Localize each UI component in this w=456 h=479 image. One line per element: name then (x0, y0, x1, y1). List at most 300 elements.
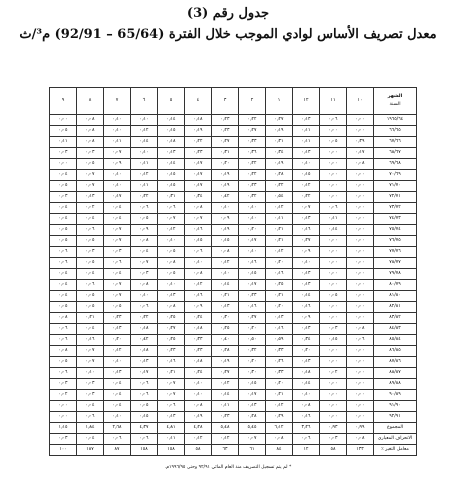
value-cell: ٠٫١٠ (77, 368, 104, 379)
value-cell: ٠٫٣٢ (239, 192, 266, 203)
value-cell: ٠٫٠٤ (77, 401, 104, 412)
value-cell: ٠٫٠٨ (347, 159, 374, 170)
value-cell: ٠٫٢١ (266, 236, 293, 247)
value-cell: ٠٫٣٩ (347, 137, 374, 148)
value-cell: ٠٫١٢ (131, 170, 158, 181)
value-cell: ٠٫٢٥ (158, 335, 185, 346)
value-cell: ٠٫١٣ (104, 324, 131, 335)
value-cell: ٥٫٤٨ (212, 423, 239, 434)
value-cell: ٠٫٠٠ (347, 302, 374, 313)
discharge-table (49, 87, 417, 456)
value-cell: ٠٫١٠ (131, 291, 158, 302)
value-cell: ٠٫٠٠ (347, 379, 374, 390)
value-cell: ٤٫٨١ (158, 423, 185, 434)
value-cell: ٠٫١٦ (293, 225, 320, 236)
value-cell: ٠٫٠٦ (77, 412, 104, 423)
year-cell: ٧٢/٧١ (374, 192, 417, 203)
value-cell: ٠٫١٥ (320, 335, 347, 346)
value-cell: ٠٫٠٠ (347, 214, 374, 225)
month-header: ١ (266, 88, 293, 115)
value-cell: ٠٫١٠ (239, 214, 266, 225)
value-cell: ٠٫٠٧ (77, 357, 104, 368)
value-cell: ٠٫٠٣ (320, 324, 347, 335)
value-cell: ١٫١٥ (50, 423, 77, 434)
value-cell: ٠٫٢٣ (212, 412, 239, 423)
value-cell: ٠٫٢٤ (185, 313, 212, 324)
value-cell: ٠٫١٢ (212, 258, 239, 269)
value-cell: ٠٫٠٩ (293, 313, 320, 324)
table-row (50, 390, 417, 401)
value-cell: ٦١ (239, 445, 266, 456)
value-cell: ٠٫٠٥ (320, 137, 347, 148)
value-cell: ٠٫٠٥ (131, 401, 158, 412)
value-cell: ٠٫٠٨ (293, 401, 320, 412)
value-cell: ٠٫٠٠ (320, 192, 347, 203)
value-cell: ٠٫١٧ (347, 148, 374, 159)
value-cell: ٠٫١٧ (185, 170, 212, 181)
value-cell: ٠٫٠٥ (77, 291, 104, 302)
value-cell: ٠٫٠٤ (77, 214, 104, 225)
month-header: ١١ (320, 88, 347, 115)
value-cell: ٠٫١٢ (185, 434, 212, 445)
value-cell: ٠٫١٦ (185, 225, 212, 236)
value-cell: ٠٫١٠ (104, 181, 131, 192)
value-cell: ٠٫٠٣ (77, 379, 104, 390)
value-cell: ٠٫٣٤ (185, 192, 212, 203)
value-cell: ٠٫١١ (158, 434, 185, 445)
value-cell: ٠٫٠٠ (347, 236, 374, 247)
table-row (50, 170, 417, 181)
value-cell: ٠٫٠٨ (50, 346, 77, 357)
value-cell: ٠٫٠٩ (185, 302, 212, 313)
value-cell: ٠٫٠٨ (266, 434, 293, 445)
value-cell: ٠٫٠٦ (77, 280, 104, 291)
value-cell: ٠٫٠٨ (347, 324, 374, 335)
value-cell: ٠٫٠٠ (347, 269, 374, 280)
value-cell: ٠٫١١ (266, 214, 293, 225)
value-cell: ٠٫٠٧ (131, 258, 158, 269)
value-cell: ٠٫٢٠ (104, 335, 131, 346)
table-row (50, 181, 417, 192)
value-cell: ٠٫٣٠ (239, 368, 266, 379)
value-cell: ٠٫٠٤ (50, 203, 77, 214)
month-header-label: الشهر (387, 93, 403, 99)
value-cell: ٠٫٢٠ (239, 357, 266, 368)
value-cell: ٠٫٣٣ (266, 368, 293, 379)
value-cell: ٠٫٣٠ (212, 313, 239, 324)
value-cell: ٠٫١٢ (293, 181, 320, 192)
table-row (50, 214, 417, 225)
value-cell: ٠٫٢٢ (239, 159, 266, 170)
value-cell: ٠٫٠٥ (50, 302, 77, 313)
table-row (50, 412, 417, 423)
year-cell: ٨٣/٨٢ (374, 313, 417, 324)
value-cell: ٠٫٢٦ (266, 357, 293, 368)
value-cell: ٠٫٠٠ (320, 148, 347, 159)
value-cell: ٣٫٢٦ (293, 423, 320, 434)
value-cell: ٠٫١٦ (77, 335, 104, 346)
value-cell: ٠٫١٤ (158, 115, 185, 126)
table-row (50, 401, 417, 412)
value-cell: ٠٫٠٨ (77, 115, 104, 126)
value-cell: ٠٫٠٠ (320, 379, 347, 390)
value-cell: ٠٫٠٨ (158, 302, 185, 313)
value-cell: ٠٫٢١ (158, 368, 185, 379)
value-cell: ٠٫١٨ (131, 324, 158, 335)
value-cell: ٠٫٠٠ (320, 357, 347, 368)
footnote: * لم يتم تسجيل التصريف منذ العام المائي ٩٢/٩١ وحتى ١٩٩٦/٩٥م. (164, 465, 292, 470)
value-cell: ٠٫٢٠ (266, 379, 293, 390)
month-header: ٨ (77, 88, 104, 115)
value-cell: ٠٫١٣ (158, 148, 185, 159)
year-cell: ٧٥/٧٤ (374, 225, 417, 236)
value-cell: ٠٫٠٣ (50, 192, 77, 203)
value-cell: ٠٫٠٠ (347, 258, 374, 269)
value-cell: ٠٫١٩ (266, 126, 293, 137)
table-row (50, 225, 417, 236)
value-cell: ٠٫٠٢ (77, 203, 104, 214)
value-cell: ٠٫٠٤ (50, 269, 77, 280)
value-cell: ٠٫٩٣ (320, 423, 347, 434)
value-cell: ٠٫٠٦ (158, 203, 185, 214)
year-cell: ٧٤/٧٣ (374, 214, 417, 225)
value-cell: ٠٫٢٢ (185, 137, 212, 148)
value-cell: ٠٫٠٠ (320, 269, 347, 280)
value-cell: ٠٫٠٠ (50, 115, 77, 126)
value-cell: ٠٫١٦ (266, 269, 293, 280)
value-cell: ٠٫٠٨ (77, 126, 104, 137)
value-cell: ٠٫٠٠ (347, 291, 374, 302)
value-cell: ٠٫١٣ (293, 280, 320, 291)
value-cell: ٠٫٠٦ (77, 225, 104, 236)
value-cell: ٠٫١٤ (320, 225, 347, 236)
table-row (50, 203, 417, 214)
value-cell: ٠٫٣٣ (239, 137, 266, 148)
value-cell: ٠٫١٨ (185, 357, 212, 368)
value-cell: ٠٫٠٦ (131, 203, 158, 214)
value-cell: ٠٫٠٨ (212, 247, 239, 258)
year-cell: ٦٧/٦٦ (374, 137, 417, 148)
value-cell: ٠٫٠٥ (50, 126, 77, 137)
value-cell: ٠٫٠٥ (77, 159, 104, 170)
value-cell: ٠٫١٠ (104, 170, 131, 181)
value-cell: ٠٫٠٥ (50, 236, 77, 247)
value-cell: ٠٫٢٧ (239, 313, 266, 324)
year-cell: ٩٠/٨٩ (374, 390, 417, 401)
value-cell: ٠٫٣١ (266, 137, 293, 148)
value-cell: ٠٫٢٣ (212, 126, 239, 137)
year-cell: ٨٦/٨٥ (374, 346, 417, 357)
value-cell: ٠٫٠٤ (50, 280, 77, 291)
value-cell: ٠٫٢٠ (239, 324, 266, 335)
value-cell: ٠٫٠٧ (77, 181, 104, 192)
value-cell: ٠٫٢٥ (266, 280, 293, 291)
value-cell: ٠٫١٥ (158, 126, 185, 137)
value-cell: ٠٫١٣ (212, 302, 239, 313)
year-cell: ١٩٦٥/٦٤ (374, 115, 417, 126)
value-cell: ٠٫٠٩ (104, 159, 131, 170)
value-cell: ٠٫٠٠ (347, 203, 374, 214)
value-cell: ٠٫٠٧ (158, 390, 185, 401)
value-cell: ٠٫١٠ (185, 379, 212, 390)
value-cell: ٠٫١٢ (104, 346, 131, 357)
value-cell: ٠٫٠٢ (320, 368, 347, 379)
table-row (50, 148, 417, 159)
value-cell: ٠٫١٩ (185, 412, 212, 423)
value-cell: ٠٫٠٥ (320, 291, 347, 302)
year-cell: ٧٧/٧٦ (374, 247, 417, 258)
value-cell: ٠٫٠٤ (104, 379, 131, 390)
value-cell: ١٢ (293, 445, 320, 456)
table-row (50, 236, 417, 247)
value-cell: ٠٫١٨ (185, 115, 212, 126)
value-cell: ٠٫١٠ (212, 269, 239, 280)
value-cell: ٠٫٠٠ (320, 258, 347, 269)
value-cell: ٠٫٠٤ (77, 324, 104, 335)
value-cell: ٠٫٢٧ (266, 115, 293, 126)
value-cell: ٠٫١٧ (239, 390, 266, 401)
value-cell: ٠٫٤٠ (212, 335, 239, 346)
value-cell: ٠٫٠٦ (104, 258, 131, 269)
value-cell: ٠٫٣٢ (239, 346, 266, 357)
value-cell: ١٥٨ (158, 445, 185, 456)
table-row (50, 379, 417, 390)
value-cell: ٠٫٢٤ (185, 368, 212, 379)
value-cell: ٠٫١٢ (266, 203, 293, 214)
value-cell: ٠٫١٣ (77, 192, 104, 203)
value-cell: ٠٫٠٧ (104, 148, 131, 159)
month-header: ١٢ (293, 88, 320, 115)
value-cell: ٠٫١٣ (158, 412, 185, 423)
year-cell: ٦٨/٦٧ (374, 148, 417, 159)
value-cell: ٤٫٢٨ (185, 423, 212, 434)
value-cell: ٠٫٠٦ (131, 390, 158, 401)
value-cell: ٠٫٠٦ (50, 335, 77, 346)
value-cell: ٠٫٠٠ (347, 368, 374, 379)
value-cell: ٠٫١١ (212, 401, 239, 412)
value-cell: ٠٫١٣ (239, 401, 266, 412)
value-cell: ٠٫٠٦ (293, 434, 320, 445)
value-cell: ٠٫٠٤ (131, 247, 158, 258)
value-cell: ٠٫١٠ (131, 115, 158, 126)
value-cell: ٠٫٠٠ (320, 302, 347, 313)
value-cell: ٠٫٢١ (266, 225, 293, 236)
value-cell: ٠٫٠٠ (347, 357, 374, 368)
value-cell: ٠٫٠٠ (50, 401, 77, 412)
table-number-title: جدول رقم (3) (186, 6, 270, 21)
summary-label-cell: معامل التغير ٪ (374, 445, 417, 456)
table-row (50, 126, 417, 137)
value-cell: ٠٫١٧ (185, 159, 212, 170)
table-row (50, 313, 417, 324)
value-cell: ٠٫١٤ (158, 159, 185, 170)
value-cell: ٠٫٢٠ (239, 225, 266, 236)
value-cell: ٥٨ (185, 445, 212, 456)
value-cell: ٠٫٣٣ (266, 346, 293, 357)
value-cell: ٠٫١٦ (185, 291, 212, 302)
value-cell: ٠٫٠٠ (347, 115, 374, 126)
value-cell: ٠٫١٩ (212, 181, 239, 192)
value-cell: ٠٫٩٩ (347, 423, 374, 434)
value-cell: ٠٫١٠ (293, 159, 320, 170)
value-cell: ٠٫١٥ (293, 170, 320, 181)
value-cell: ٠٫١٦ (158, 357, 185, 368)
value-cell: ٠٫٢٣ (158, 346, 185, 357)
value-cell: ٠٫١٠ (239, 203, 266, 214)
value-cell: ٠٫١٧ (185, 181, 212, 192)
value-cell: ٠٫٠٨ (131, 280, 158, 291)
value-cell: ٠٫٢٥ (158, 313, 185, 324)
month-header: ٦ (131, 88, 158, 115)
value-cell: ٠٫٠٨ (77, 137, 104, 148)
value-cell: ٠٫٠٢ (50, 390, 77, 401)
summary-label-cell: المجموع (374, 423, 417, 434)
value-cell: ٠٫١١ (320, 214, 347, 225)
year-header-label: السنة (389, 101, 401, 107)
year-cell: ٦٦/٦٥ (374, 126, 417, 137)
value-cell: ٠٫٠٠ (320, 280, 347, 291)
month-header: ٤ (185, 88, 212, 115)
value-cell: ٠٫٠٧ (293, 203, 320, 214)
value-cell: ٠٫٢٧ (293, 236, 320, 247)
value-cell: ٠٫١٥ (131, 412, 158, 423)
table-row (50, 302, 417, 313)
value-cell: ٠٫٠٦ (131, 379, 158, 390)
value-cell: ٠٫١٣ (293, 357, 320, 368)
value-cell: ٠٫٠٥ (77, 236, 104, 247)
value-cell: ٠٫١٠ (104, 126, 131, 137)
value-cell: ٠٫٠٠ (347, 346, 374, 357)
value-cell: ٠٫٠٥ (158, 247, 185, 258)
value-cell: ٠٫١٣ (293, 115, 320, 126)
value-cell: ٠٫٢٧ (158, 324, 185, 335)
value-cell: ٠٫٠٥ (50, 357, 77, 368)
value-cell: ٠٫٠٠ (320, 181, 347, 192)
value-cell: ٠٫١٠ (104, 357, 131, 368)
value-cell: ٥٫٤٥ (239, 423, 266, 434)
value-cell: ٠٫١٠ (239, 247, 266, 258)
value-cell: ٠٫١٩ (266, 159, 293, 170)
value-cell: ١٫٨٤ (77, 423, 104, 434)
value-cell: ٠٫٢٧ (212, 137, 239, 148)
value-cell: ٠٫٠٨ (185, 203, 212, 214)
value-cell: ٠٫٢١ (212, 291, 239, 302)
value-cell: ٠٫٢٩ (266, 412, 293, 423)
month-header: ٥ (158, 88, 185, 115)
value-cell: ٠٫٢٣ (212, 115, 239, 126)
value-cell: ٠٫٢٢ (293, 192, 320, 203)
year-cell: ٧١/٧٠ (374, 181, 417, 192)
table-row (50, 258, 417, 269)
value-cell: ٠٫٠٠ (50, 412, 77, 423)
value-cell: ٠٫١٥ (239, 269, 266, 280)
value-cell: ١٣٣ (347, 445, 374, 456)
value-cell: ٠٫١٧ (239, 236, 266, 247)
value-cell: ٠٫٢٠ (212, 159, 239, 170)
year-cell: ٨٢/٨١ (374, 302, 417, 313)
value-cell: ٠٫١٠ (104, 115, 131, 126)
value-cell: ٠٫٠٥ (77, 302, 104, 313)
value-cell: ٠٫٣٤ (266, 148, 293, 159)
value-cell: ٠٫٠٠ (347, 126, 374, 137)
value-cell: ٠٫٢٠ (266, 258, 293, 269)
table-row (50, 159, 417, 170)
value-cell: ٠٫١٣ (104, 368, 131, 379)
value-cell: ٠٫٢٥ (212, 324, 239, 335)
month-header: ٧ (104, 88, 131, 115)
value-cell: ٠٫٠٣ (77, 247, 104, 258)
value-cell: ٠٫٠٤ (104, 390, 131, 401)
value-cell: ٠٫٠٥ (50, 181, 77, 192)
value-cell: ٠٫٠٨ (50, 313, 77, 324)
value-cell: ٠٫٠٧ (239, 434, 266, 445)
value-cell: ٠٫٠٤ (104, 203, 131, 214)
value-cell: ٠٫٠٩ (212, 214, 239, 225)
value-cell: ٠٫١٢ (131, 126, 158, 137)
value-cell: ٠٫٠٩ (131, 225, 158, 236)
year-cell: ٧٠/٦٩ (374, 170, 417, 181)
value-cell: ٠٫١٥ (158, 170, 185, 181)
value-cell: ٠٫٠٨ (185, 269, 212, 280)
value-cell: ٠٫١٠ (212, 203, 239, 214)
value-cell: ٠٫٠٧ (104, 225, 131, 236)
year-cell: ٧٨/٧٧ (374, 258, 417, 269)
value-cell: ٠٫٠٥ (158, 269, 185, 280)
value-cell: ٠٫٠٤ (104, 269, 131, 280)
value-cell: ٠٫٠٨ (158, 258, 185, 269)
value-cell: ٠٫١٢ (212, 434, 239, 445)
year-cell: ٨١/٨٠ (374, 291, 417, 302)
value-cell: ٠٫٠٠ (320, 313, 347, 324)
value-cell: ٠٫٠٠ (347, 390, 374, 401)
value-cell: ٠٫٢٢ (266, 181, 293, 192)
value-cell: ٠٫٤٢ (131, 335, 158, 346)
value-cell: ٦٫١٢ (266, 423, 293, 434)
value-cell: ٠٫٠٥ (77, 258, 104, 269)
year-cell: ٧٣/٧٢ (374, 203, 417, 214)
value-cell: ٠٫٠٠ (347, 247, 374, 258)
table-row (50, 335, 417, 346)
value-cell: ٠٫١٤ (293, 379, 320, 390)
value-cell: ٥٨ (320, 445, 347, 456)
value-cell: ٠٫١٨ (293, 368, 320, 379)
value-cell: ٠٫٢٠ (266, 302, 293, 313)
value-cell: ٠٫١٣ (158, 291, 185, 302)
value-cell: ٠٫٠٦ (320, 115, 347, 126)
value-cell: ٤٫٣٧ (131, 423, 158, 434)
value-cell: ٠٫١٠ (158, 236, 185, 247)
value-cell: ٠٫٠٠ (320, 390, 347, 401)
value-cell: ٠٫١٥ (158, 181, 185, 192)
value-cell: ٠٫١٥ (185, 236, 212, 247)
month-header: ١٠ (347, 88, 374, 115)
value-cell: ١٥٨ (131, 445, 158, 456)
value-cell: ٠٫٠٧ (158, 214, 185, 225)
table-row (50, 291, 417, 302)
value-cell: ٠٫١٩ (212, 357, 239, 368)
value-cell: ٠٫١١ (131, 159, 158, 170)
value-cell: ٠٫٠٠ (347, 412, 374, 423)
table-row (50, 324, 417, 335)
table-row (50, 192, 417, 203)
value-cell: ٠٫١٨ (185, 324, 212, 335)
value-cell: ١٨٧ (77, 445, 104, 456)
value-cell: ٠٫٢٣ (185, 346, 212, 357)
value-cell: ٠٫٠٠ (347, 192, 374, 203)
value-cell: ١٠٠ (50, 445, 77, 456)
value-cell: ٠٫١٣ (131, 357, 158, 368)
value-cell: ٠٫٠٨ (185, 401, 212, 412)
